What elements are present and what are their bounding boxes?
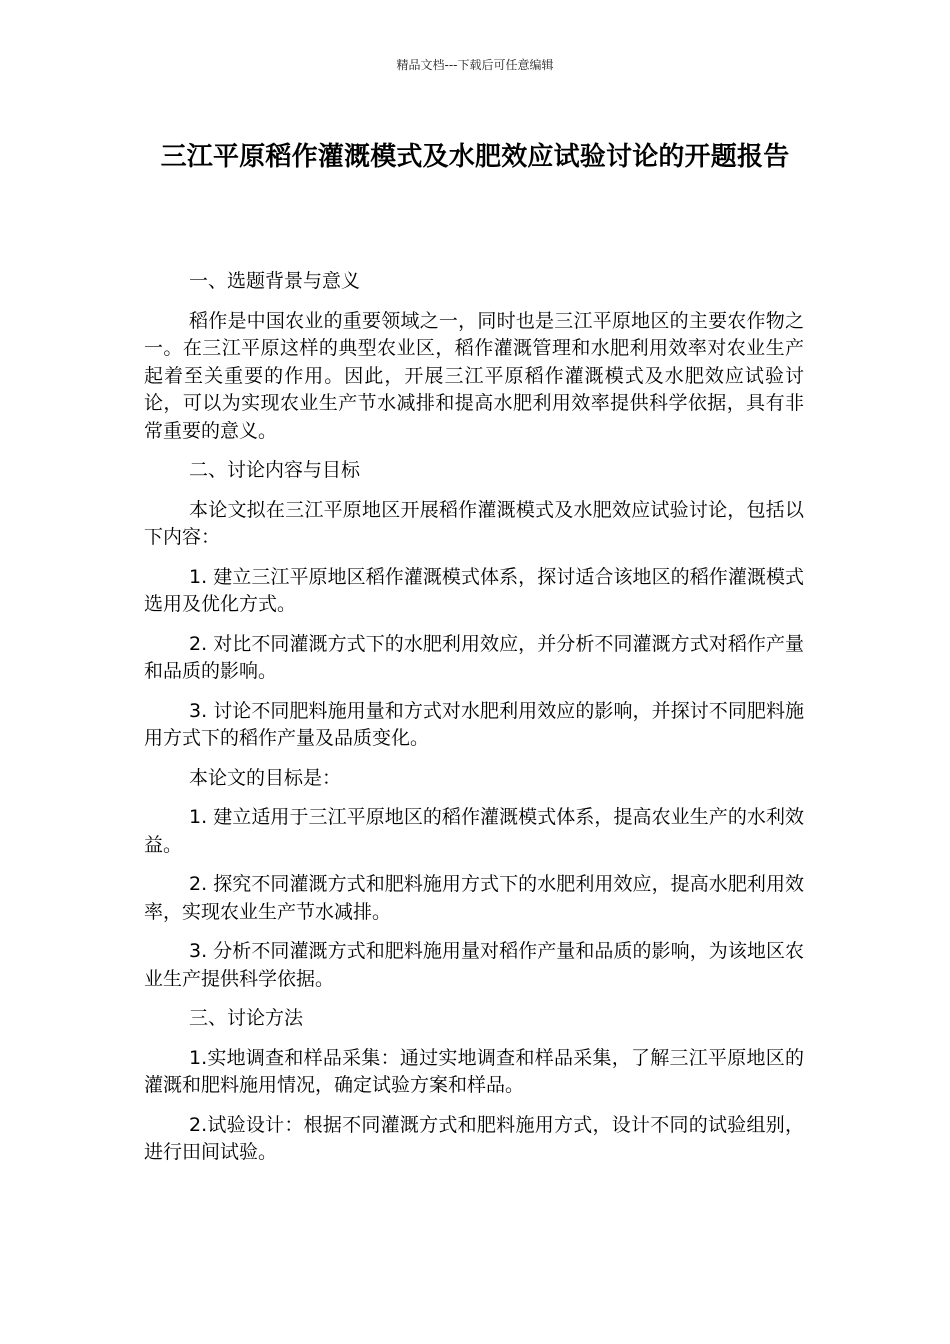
goal-item: 1. 建立适用于三江平原地区的稻作灌溉模式体系，提高农业生产的水利效益。 — [144, 806, 804, 856]
content-intro-paragraph: 本论文拟在三江平原地区开展稻作灌溉模式及水肥效应试验讨论，包括以下内容： — [144, 498, 804, 548]
goal-item: 3. 分析不同灌溉方式和肥料施用量对稻作产量和品质的影响，为该地区农业生产提供科学依据。 — [144, 940, 804, 990]
goal-item: 2. 探究不同灌溉方式和肥料施用方式下的水肥利用效应，提高水肥利用效率，实现农业生产节水减排。 — [144, 873, 804, 923]
method-item: 1.实地调查和样品采集：通过实地调查和样品采集，了解三江平原地区的灌溉和肥料施用情况，确定试验方案和样品。 — [144, 1046, 804, 1096]
section-heading-content-goals: 二、讨论内容与目标 — [189, 459, 361, 481]
section-heading-methods: 三、讨论方法 — [189, 1007, 304, 1029]
document-title: 三江平原稻作灌溉模式及水肥效应试验讨论的开题报告 — [160, 142, 790, 172]
goals-intro-paragraph: 本论文的目标是： — [189, 766, 342, 789]
method-item: 2.试验设计：根据不同灌溉方式和肥料施用方式，设计不同的试验组别，进行田间试验。 — [144, 1113, 804, 1163]
section-heading-background: 一、选题背景与意义 — [189, 270, 361, 292]
background-paragraph: 稻作是中国农业的重要领域之一，同时也是三江平原地区的主要农作物之一。在三江平原这样的典型农业区，稻作灌溉管理和水肥利用效率对农业生产起着至关重要的作用。因此，开展三江平原稻作灌溉模式及水肥效应试验讨论，可以为实现农业生产节水减排和提高水肥利用效率提供科学依据，具有非常重要的意义。 — [144, 309, 804, 442]
document-body — [144, 268, 804, 1179]
content-item: 3. 讨论不同肥料施用量和方式对水肥利用效应的影响，并探讨不同肥料施用方式下的稻作产量及品质变化。 — [144, 699, 804, 749]
content-item: 1. 建立三江平原地区稻作灌溉模式体系，探讨适合该地区的稻作灌溉模式选用及优化方式。 — [144, 565, 804, 615]
page-header: 精品文档---下载后可任意编辑 — [396, 58, 554, 72]
content-item: 2. 对比不同灌溉方式下的水肥利用效应，并分析不同灌溉方式对稻作产量和品质的影响。 — [144, 632, 804, 682]
